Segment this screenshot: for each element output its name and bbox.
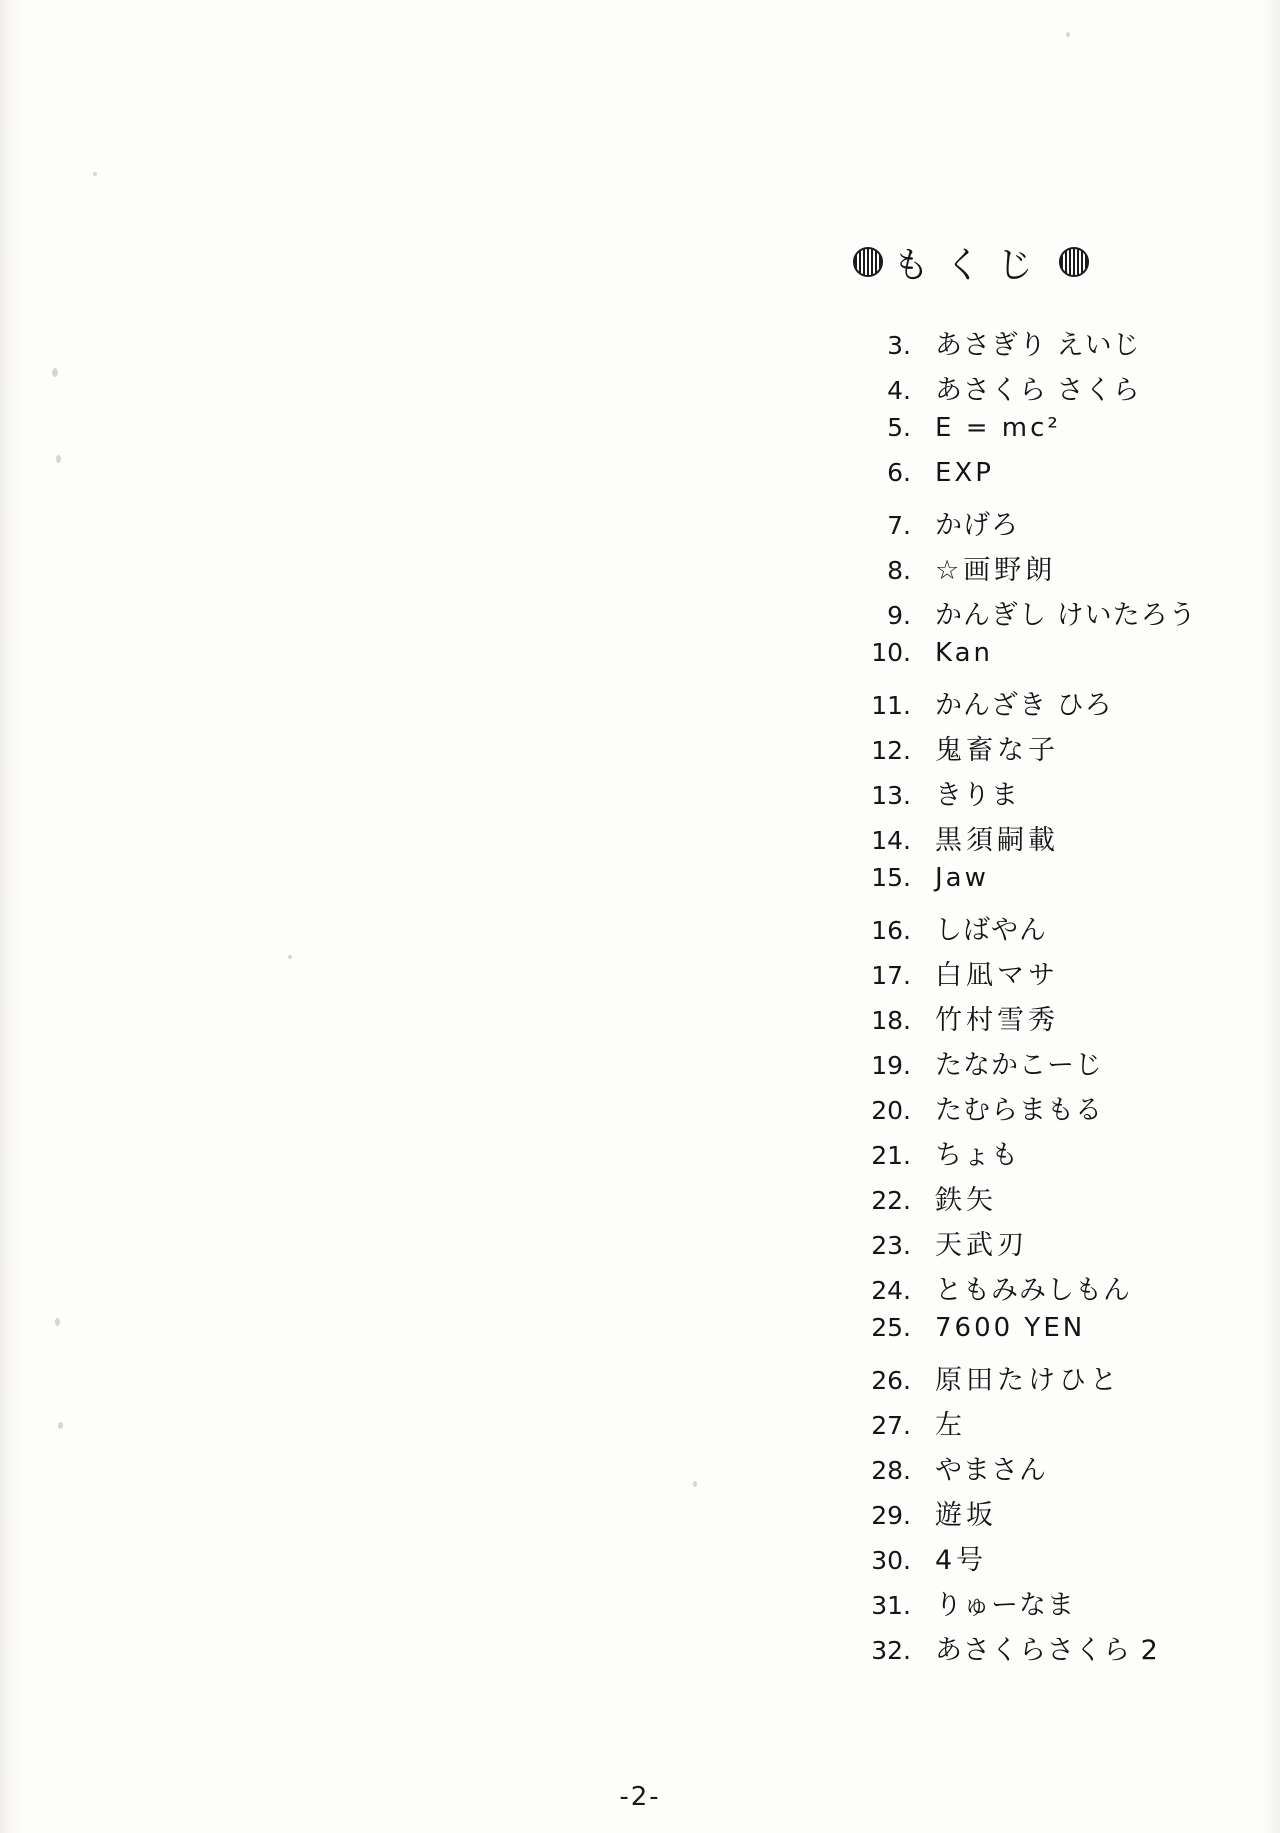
list-item [845, 413, 1245, 458]
list-item [845, 1403, 1245, 1448]
list-item [845, 1628, 1245, 1673]
toc-entry-title: あさくらさくら 2 [935, 1635, 1159, 1666]
list-item [845, 1178, 1245, 1223]
toc-entry-title: あさくら さくら [935, 375, 1141, 406]
scan-speck [52, 368, 58, 377]
paper-right-edge [1264, 0, 1280, 1833]
list-item [845, 548, 1245, 593]
toc-entry-title: 7600 YEN [935, 1313, 1086, 1343]
list-item [845, 683, 1245, 728]
list-item [845, 1493, 1245, 1538]
toc-entry-number: 13. [871, 781, 911, 810]
toc-entry-title: たむらまもる [935, 1095, 1103, 1126]
list-item [845, 323, 1245, 368]
striped-circle-icon [1059, 247, 1089, 277]
toc-entry-number: 27. [871, 1411, 911, 1440]
scan-speck [55, 1318, 60, 1326]
toc-entry-number: 18. [871, 1006, 911, 1035]
scan-speck [58, 1422, 63, 1429]
list-item [845, 1268, 1245, 1313]
table-of-contents [845, 235, 1245, 1673]
toc-entry-number: 28. [871, 1456, 911, 1485]
toc-entry-number: 15. [871, 863, 911, 892]
list-item [845, 863, 1245, 908]
toc-entry-title: あさぎり えいじ [935, 330, 1141, 361]
toc-entry-number: 17. [871, 961, 911, 990]
toc-entry-title: 遊坂 [935, 1500, 997, 1531]
scan-speck [1066, 32, 1070, 37]
toc-entry-title: Kan [935, 638, 994, 668]
toc-entry-number: 24. [871, 1276, 911, 1305]
toc-entry-title: EXP [935, 458, 994, 488]
toc-entry-title: Jaw [935, 863, 989, 893]
toc-entry-number: 7. [887, 511, 911, 540]
toc-entry-title: E = mc² [935, 413, 1061, 443]
toc-entry-number: 11. [871, 691, 911, 720]
toc-entry-number: 5. [887, 413, 911, 442]
toc-entry-number: 22. [871, 1186, 911, 1215]
toc-entry-title: ☆画野朗 [935, 555, 1057, 586]
striped-circle-icon [853, 247, 883, 277]
list-item [845, 458, 1245, 503]
toc-entry-title: ちょも [935, 1140, 1019, 1171]
list-item [845, 1583, 1245, 1628]
scan-speck [288, 955, 292, 959]
toc-entry-title: たなかこーじ [935, 1050, 1103, 1081]
toc-entry-title: しばやん [935, 915, 1047, 946]
toc-entry-title: 原田たけひと [935, 1365, 1121, 1396]
list-item [845, 728, 1245, 773]
list-item [845, 1313, 1245, 1358]
toc-entry-number: 30. [871, 1546, 911, 1575]
toc-entry-title: かげろ [935, 510, 1019, 541]
toc-entry-number: 14. [871, 826, 911, 855]
toc-entry-title: 白凪マサ [935, 960, 1059, 991]
toc-entry-number: 4. [887, 376, 911, 405]
list-item [845, 818, 1245, 863]
toc-entry-title: 黒須嗣載 [935, 825, 1059, 856]
list-item [845, 1088, 1245, 1133]
toc-entry-number: 29. [871, 1501, 911, 1530]
list-item [845, 1538, 1245, 1583]
list-item [845, 1133, 1245, 1178]
list-item [845, 773, 1245, 818]
list-item [845, 593, 1245, 638]
toc-entry-title: きりま [935, 780, 1019, 811]
list-item [845, 908, 1245, 953]
list-item [845, 503, 1245, 548]
toc-entry-title: 天武刃 [935, 1230, 1028, 1261]
toc-entry-title: かんざき ひろ [935, 690, 1113, 721]
toc-entry-number: 32. [871, 1636, 911, 1665]
paper-left-edge [0, 0, 22, 1833]
toc-entry-number: 3. [887, 331, 911, 360]
toc-entry-number: 19. [871, 1051, 911, 1080]
toc-entry-title: かんぎし けいたろう [935, 600, 1197, 631]
toc-entry-number: 10. [871, 638, 911, 667]
toc-entry-title: 鬼畜な子 [935, 735, 1059, 766]
toc-entry-number: 21. [871, 1141, 911, 1170]
toc-list [845, 323, 1245, 1673]
toc-entry-number: 20. [871, 1096, 911, 1125]
page-number: -2- [619, 1782, 661, 1812]
toc-entry-number: 25. [871, 1313, 911, 1342]
toc-entry-number: 8. [887, 556, 911, 585]
list-item [845, 998, 1245, 1043]
toc-entry-title: やまさん [935, 1455, 1047, 1486]
toc-entry-number: 6. [887, 458, 911, 487]
toc-entry-number: 26. [871, 1366, 911, 1395]
toc-entry-title: 竹村雪秀 [935, 1005, 1059, 1036]
list-item [845, 953, 1245, 998]
toc-heading [853, 235, 1245, 289]
toc-entry-title: 鉄矢 [935, 1185, 997, 1216]
toc-entry-title: ともみみしもん [935, 1275, 1131, 1306]
toc-entry-number: 16. [871, 916, 911, 945]
list-item [845, 368, 1245, 413]
toc-entry-number: 9. [887, 601, 911, 630]
list-item [845, 1223, 1245, 1268]
toc-entry-number: 12. [871, 736, 911, 765]
list-item [845, 1358, 1245, 1403]
scan-speck [693, 1481, 697, 1487]
list-item [845, 638, 1245, 683]
list-item [845, 1043, 1245, 1088]
list-item [845, 1448, 1245, 1493]
page-title: もくじ [893, 244, 1050, 286]
toc-entry-title: 4号 [935, 1545, 988, 1576]
scan-speck [56, 455, 61, 463]
scan-speck [93, 172, 97, 176]
toc-entry-title: 左 [935, 1410, 966, 1441]
toc-entry-number: 31. [871, 1591, 911, 1620]
toc-entry-title: りゅーなま [935, 1590, 1075, 1621]
toc-entry-number: 23. [871, 1231, 911, 1260]
